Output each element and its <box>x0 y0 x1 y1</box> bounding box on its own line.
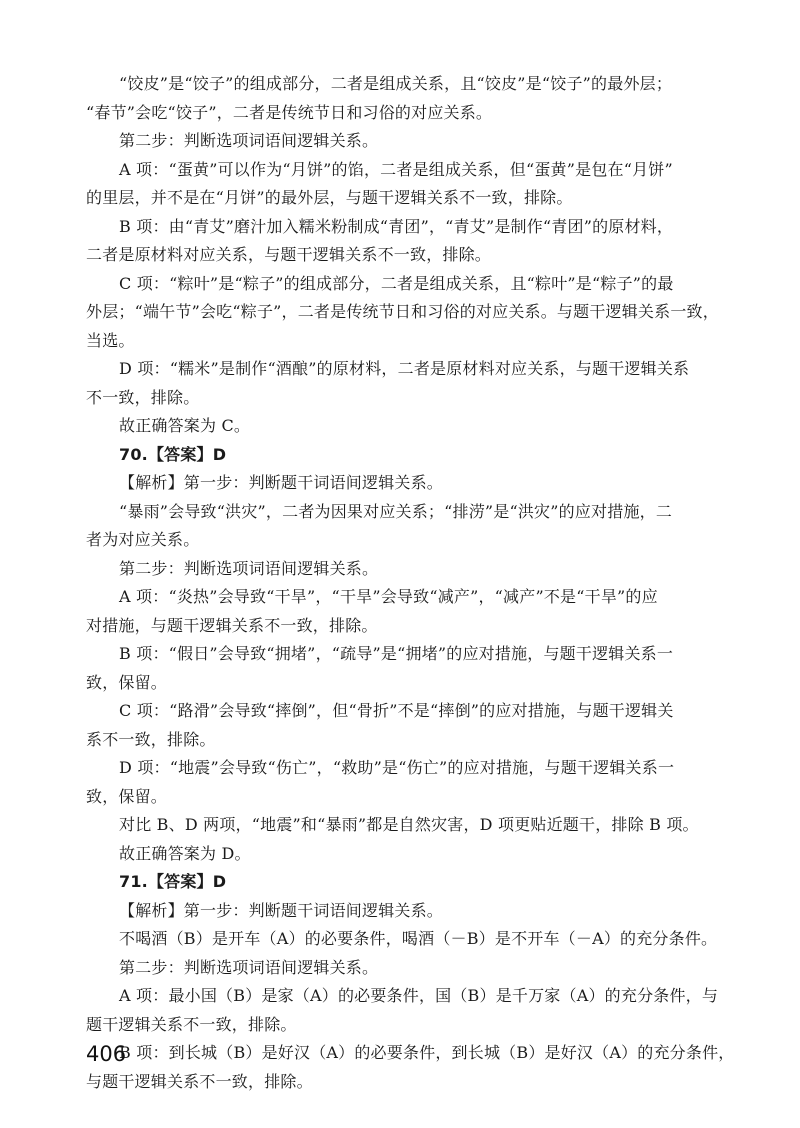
option-b-line: B 项：由“青艾”磨汁加入糯米粉制成“青团”，“青艾”是制作“青团”的原材料， <box>119 216 674 236</box>
analysis-heading: 【解析】第一步：判断题干词语间逻辑关系。 <box>119 900 444 920</box>
page-number: 406 <box>86 1042 127 1066</box>
option-d-line: D 项：“地震”会导致“伤亡”，“救助”是“伤亡”的应对措施，与题干逻辑关系一 <box>119 758 675 777</box>
text-line: 对措施，与题干逻辑关系不一致，排除。 <box>86 615 378 635</box>
text-line: “饺皮”是“饺子”的组成部分，二者是组成关系，且“饺皮”是“饺子”的最外层； <box>119 74 673 93</box>
text-line: 当选。 <box>86 330 135 350</box>
step-heading: 第二步：判断选项词语间逻辑关系。 <box>119 558 379 578</box>
text-line: 不喝酒（B）是开车（A）的必要条件，喝酒（－B）是不开车（－A）的充分条件。 <box>119 929 718 948</box>
text-line: 二者是原材料对应关系，与题干逻辑关系不一致，排除。 <box>86 245 492 264</box>
text-line: “春节”会吃“饺子”，二者是传统节日和习俗的对应关系。 <box>86 102 493 122</box>
document-body <box>86 70 735 1096</box>
option-b-line: B 项：“假日”会导致“拥堵”，“疏导”是“拥堵”的应对措施，与题干逻辑关系一 <box>119 644 674 663</box>
analysis-heading: 【解析】第一步：判断题干词语间逻辑关系。 <box>119 473 444 492</box>
answer-heading: 70.【答案】D <box>119 444 227 464</box>
text-line: 系不一致，排除。 <box>86 729 216 749</box>
text-line: 不一致，排除。 <box>86 387 200 407</box>
text-line: 致，保留。 <box>86 672 168 692</box>
step-heading: 第二步：判断选项词语间逻辑关系。 <box>119 131 379 150</box>
step-heading: 第二步：判断选项词语间逻辑关系。 <box>119 957 379 977</box>
text-line: 题干逻辑关系不一致，排除。 <box>86 1014 297 1034</box>
option-b-line: B 项：到长城（B）是好汉（A）的必要条件，到长城（B）是好汉（A）的充分条件， <box>119 1043 735 1062</box>
text-line: 的里层，并不是在“月饼”的最外层，与题干逻辑关系不一致，排除。 <box>86 188 573 207</box>
answer-heading: 71.【答案】D <box>119 872 227 891</box>
option-c-line: C 项：“粽叶”是“粽子”的组成部分，二者是组成关系，且“粽叶”是“粽子”的最 <box>119 273 674 293</box>
option-c-line: C 项：“路滑”会导致“摔倒”，但“骨折”不是“摔倒”的应对措施，与题干逻辑关 <box>119 701 674 720</box>
option-a-line: A 项：最小国（B）是家（A）的必要条件，国（B）是千万家（A）的充分条件，与 <box>119 986 719 1005</box>
conclusion-line: 故正确答案为 C。 <box>119 416 251 435</box>
conclusion-line: 故正确答案为 D。 <box>119 843 251 863</box>
text-line: “暴雨”会导致“洪灾”，二者为因果对应关系；“排涝”是“洪灾”的应对措施，二 <box>119 501 673 521</box>
text-line: 致，保留。 <box>86 786 168 806</box>
text-line: 外层；“端午节”会吃“粽子”，二者是传统节日和习俗的对应关系。与题干逻辑关系一致， <box>86 302 719 321</box>
text-line: 与题干逻辑关系不一致，排除。 <box>86 1071 313 1091</box>
option-a-line: A 项：“炎热”会导致“干旱”，“干旱”会导致“减产”，“减产”不是“干旱”的应 <box>119 587 658 606</box>
option-d-line: D 项：“糯米”是制作“酒酿”的原材料，二者是原材料对应关系，与题干逻辑关系 <box>119 359 690 378</box>
option-a-line: A 项：“蛋黄”可以作为“月饼”的馅，二者是组成关系，但“蛋黄”是包在“月饼” <box>119 159 673 179</box>
comparison-line: 对比 B、D 两项，“地震”和“暴雨”都是自然灾害，D 项更贴近题干，排除 B 项。 <box>119 815 699 834</box>
text-line: 者为对应关系。 <box>86 530 200 549</box>
